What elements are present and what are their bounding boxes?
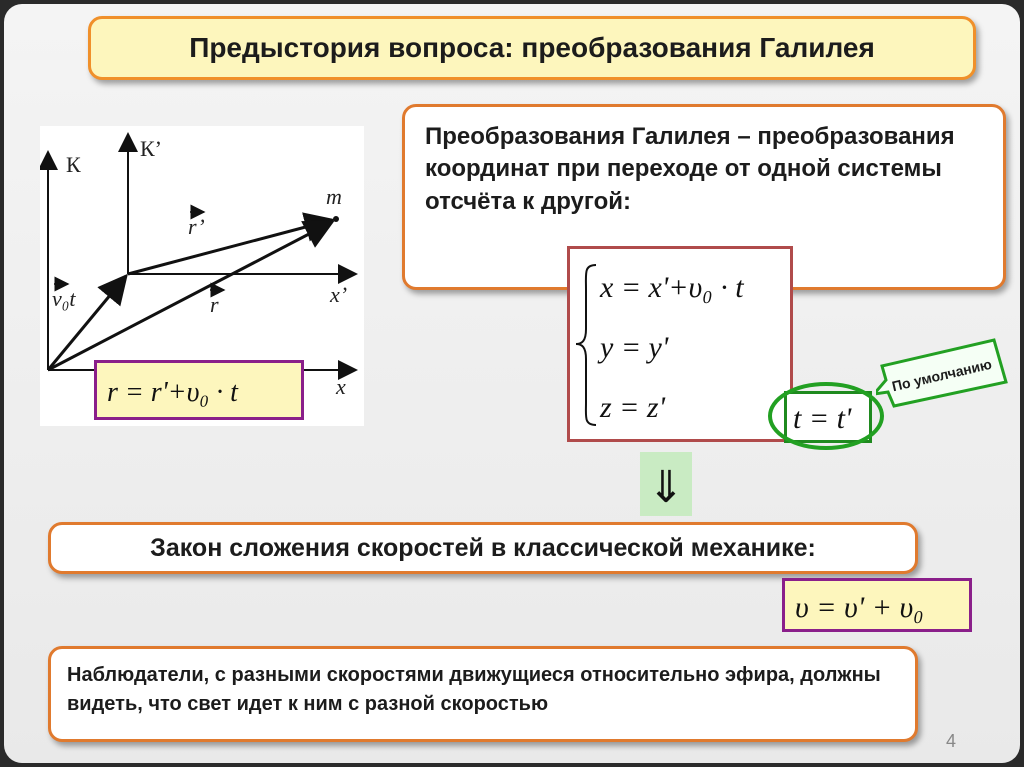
definition-text: Преобразования Галилея – преобразования координат при переходе от одной системы отсчёта к другой: — [425, 123, 955, 215]
r-vector — [48, 222, 332, 370]
implies-symbol: ⇓ — [647, 462, 685, 513]
r-prime-vector — [128, 220, 332, 274]
system-brace — [576, 265, 596, 425]
default-note: По умолчанию — [890, 355, 994, 395]
r-prime-label: r’ — [188, 214, 205, 239]
velocity-formula — [782, 578, 972, 632]
velocity-law-heading: Закон сложения скоростей в классической механике: — [150, 533, 816, 562]
slide — [4, 4, 1020, 763]
x-prime-label: x’ — [330, 282, 348, 307]
observers-box — [48, 646, 918, 742]
equation-t: t = t' — [793, 402, 852, 435]
velocity-formula-text: υ = υ' + υ₀ — [795, 591, 924, 624]
v0t-label: v₀t — [52, 286, 76, 311]
equation-z: z = z' — [600, 391, 666, 424]
x-label: x — [336, 374, 346, 399]
equation-x: x = x'+υ₀ · t — [600, 271, 744, 304]
point-m — [333, 216, 339, 222]
transformation-system — [567, 246, 793, 442]
default-callout — [876, 336, 1012, 412]
observers-text: Наблюдатели, с разными скоростями движущиеся относительно эфира, должны видеть, что свет идет к ним с разной скоростью — [67, 664, 881, 715]
slide-title: Предыстория вопроса: преобразования Галилея — [189, 32, 875, 63]
title-box — [88, 16, 976, 80]
m-label: m — [326, 184, 342, 209]
r-label: r — [210, 292, 219, 317]
position-formula — [94, 360, 304, 420]
velocity-law-box — [48, 522, 918, 574]
position-formula-text: r = r'+υ₀ · t — [107, 377, 238, 408]
time-highlight-circle — [764, 376, 888, 456]
equation-y: y = y' — [600, 331, 669, 364]
frame-k-label: К — [66, 152, 81, 177]
implies-arrow — [640, 452, 692, 516]
page-number: 4 — [946, 731, 957, 751]
frame-k-prime-label: К’ — [140, 136, 162, 161]
